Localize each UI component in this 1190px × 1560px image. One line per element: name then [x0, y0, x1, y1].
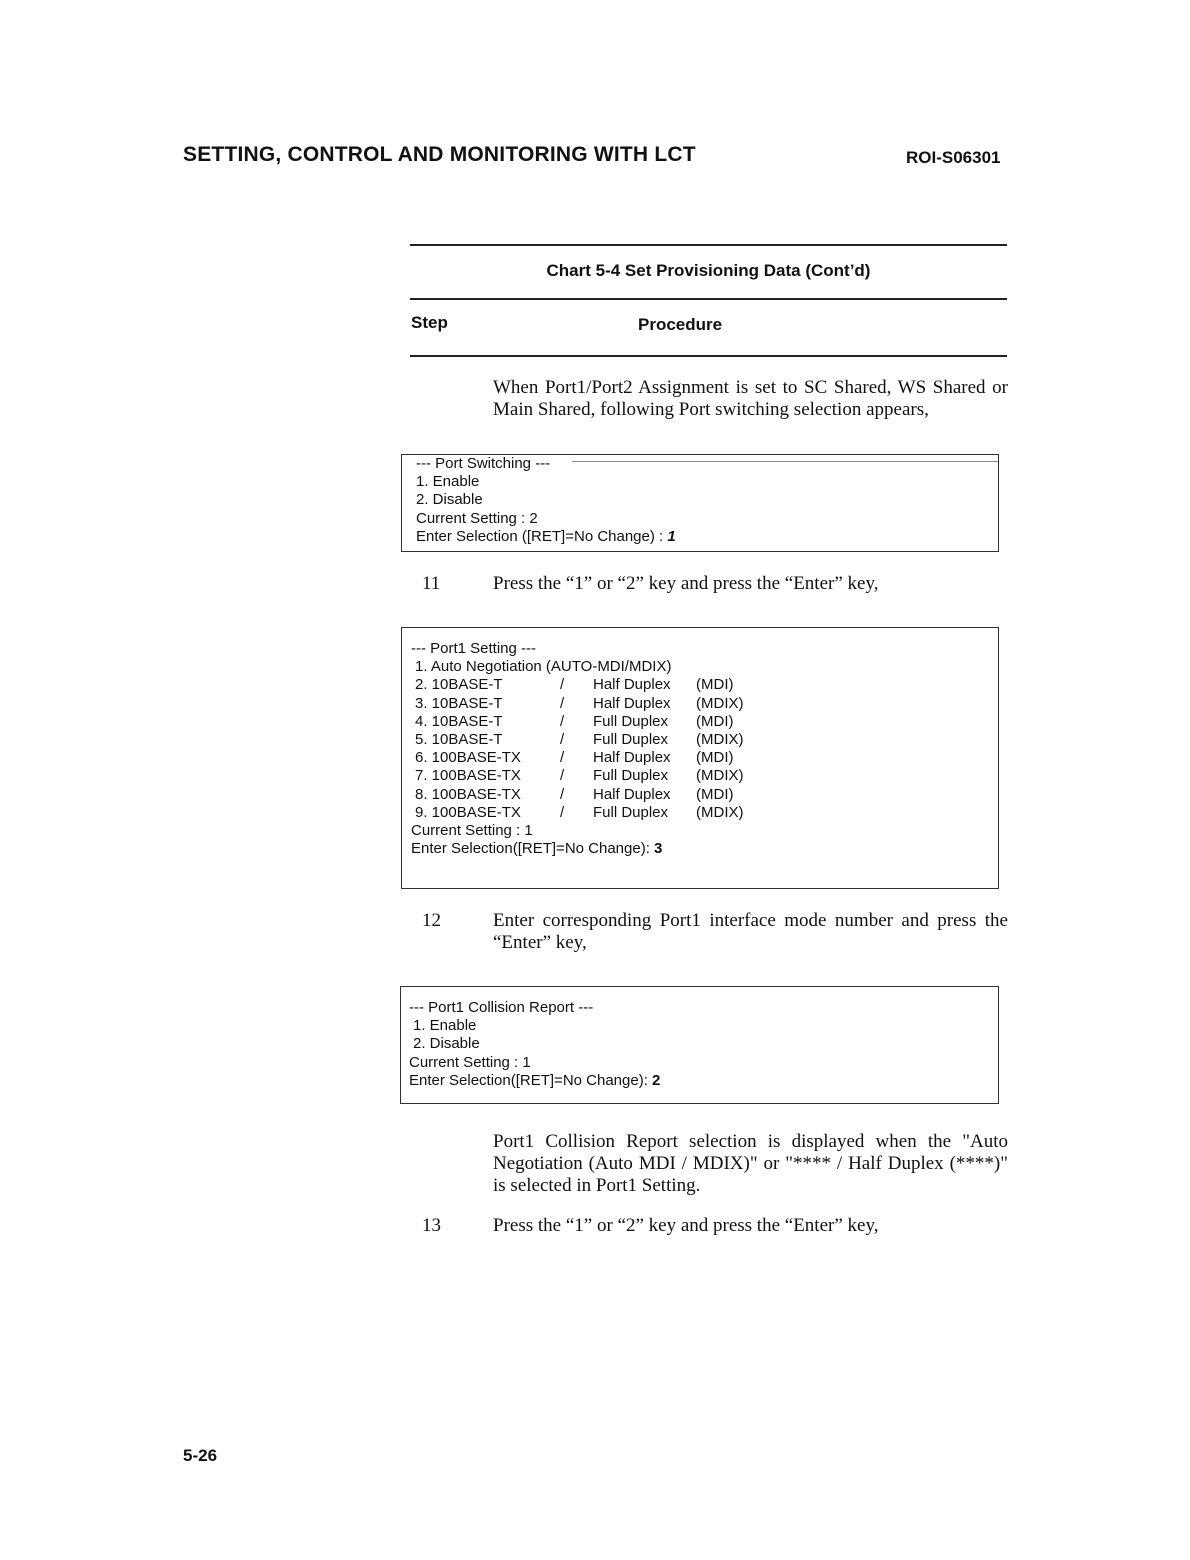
terminal-title: --- Port1 Setting --- — [411, 640, 537, 657]
note-paragraph: Port1 Collision Report selection is displayed when the "Auto Negotiation (Auto MDI / MDIX)" or "**** / Half Duplex (****)" is selected in Port1 Setting. — [493, 1131, 1008, 1196]
mdi-mode: (MDI) — [696, 712, 734, 730]
separator: / — [560, 767, 565, 785]
separator: / — [560, 712, 565, 730]
mode-option-row — [411, 676, 998, 694]
column-header-procedure: Procedure — [638, 315, 723, 334]
mode-name: 3. 10BASE-T — [415, 694, 503, 712]
option-auto-negotiation: 1. Auto Negotiation (AUTO-MDI/MDIX) — [415, 658, 672, 676]
mdi-mode: (MDI) — [696, 676, 734, 694]
mode-option-row — [411, 731, 998, 749]
mode-name: 2. 10BASE-T — [415, 676, 503, 694]
duplex-mode: Full Duplex — [593, 803, 669, 821]
prompt-line — [411, 840, 998, 858]
current-setting: Current Setting : 1 — [411, 822, 533, 840]
entered-value: 2 — [652, 1071, 661, 1089]
top-rule — [410, 244, 1007, 246]
duplex-mode: Full Duplex — [593, 731, 669, 749]
mode-name: 5. 10BASE-T — [415, 731, 503, 749]
doc-code: ROI-S06301 — [906, 148, 1001, 167]
page-number: 5-26 — [183, 1446, 218, 1465]
separator: / — [560, 731, 565, 749]
mdi-mode: (MDIX) — [696, 694, 744, 712]
mode-name: 4. 10BASE-T — [415, 712, 503, 730]
prompt-line — [409, 1072, 998, 1090]
mode-option-row — [411, 786, 998, 804]
mdi-mode: (MDI) — [696, 785, 734, 803]
mode-name: 8. 100BASE-TX — [415, 785, 521, 803]
mode-option-row — [411, 804, 998, 822]
mdi-mode: (MDIX) — [696, 767, 744, 785]
mode-option-row — [411, 713, 998, 731]
mode-option-row — [411, 767, 998, 785]
step-number-13: 13 — [422, 1215, 441, 1236]
duplex-mode: Half Duplex — [593, 749, 671, 767]
collision-report-terminal — [400, 986, 999, 1104]
chart-title: Chart 5-4 Set Provisioning Data (Cont’d) — [546, 261, 871, 280]
option-disable: 2. Disable — [413, 1035, 480, 1053]
separator: / — [560, 749, 565, 767]
mdi-mode: (MDI) — [696, 749, 734, 767]
step-text-12: Enter corresponding Port1 interface mode number and press the “Enter” key, — [493, 910, 1008, 953]
separator: / — [560, 803, 565, 821]
prompt-text: Enter Selection([RET]=No Change): — [411, 840, 655, 858]
section-title: SETTING, CONTROL AND MONITORING WITH LCT — [183, 143, 696, 166]
header-rule — [410, 355, 1007, 357]
duplex-mode: Half Duplex — [593, 694, 671, 712]
step-number-12: 12 — [422, 910, 441, 931]
separator: / — [560, 694, 565, 712]
option-enable: 1. Enable — [413, 1017, 477, 1035]
option-enable: 1. Enable — [416, 473, 480, 491]
mode-name: 9. 100BASE-TX — [415, 803, 521, 821]
entered-value: 3 — [654, 840, 663, 858]
current-setting: Current Setting : 2 — [416, 509, 538, 527]
current-setting: Current Setting : 1 — [409, 1053, 531, 1071]
option-disable: 2. Disable — [416, 491, 483, 509]
mode-options — [411, 676, 998, 822]
terminal-title: --- Port1 Collision Report --- — [409, 999, 594, 1016]
prompt-line — [416, 528, 998, 546]
mode-name: 6. 100BASE-TX — [415, 749, 521, 767]
prompt-text: Enter Selection([RET]=No Change): — [409, 1071, 653, 1089]
separator: / — [560, 785, 565, 803]
port-switching-terminal — [401, 454, 999, 552]
prompt-text: Enter Selection ([RET]=No Change) : — [416, 527, 668, 545]
intro-paragraph: When Port1/Port2 Assignment is set to SC Shared, WS Shared or Main Shared, following Port switching selection appears, — [493, 377, 1008, 420]
step-text-13: Press the “1” or “2” key and press the “Enter” key, — [493, 1215, 879, 1236]
duplex-mode: Full Duplex — [593, 767, 669, 785]
entered-value: 1 — [667, 527, 676, 545]
mdi-mode: (MDIX) — [696, 803, 744, 821]
mode-option-row — [411, 695, 998, 713]
column-header-step: Step — [411, 313, 448, 332]
duplex-mode: Half Duplex — [593, 676, 671, 694]
terminal-title: --- Port Switching --- — [416, 455, 551, 472]
step-number-11: 11 — [422, 573, 441, 594]
mdi-mode: (MDIX) — [696, 731, 744, 749]
title-rule — [410, 298, 1007, 300]
separator: / — [560, 676, 565, 694]
terminal-top-line — [572, 461, 998, 462]
mode-option-row — [411, 749, 998, 767]
duplex-mode: Half Duplex — [593, 785, 671, 803]
step-text-11: Press the “1” or “2” key and press the “Enter” key, — [493, 573, 879, 594]
port1-setting-terminal — [401, 627, 999, 889]
duplex-mode: Full Duplex — [593, 712, 669, 730]
mode-name: 7. 100BASE-TX — [415, 767, 521, 785]
